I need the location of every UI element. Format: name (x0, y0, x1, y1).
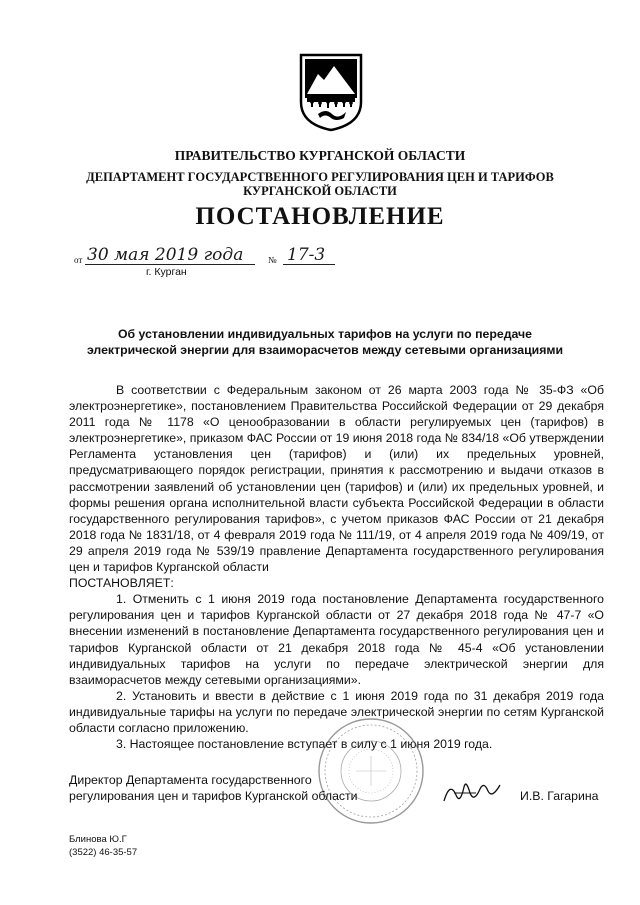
government-title: ПРАВИТЕЛЬСТВО КУРГАНСКОЙ ОБЛАСТИ (174, 148, 466, 163)
city-label: г. Курган (146, 266, 187, 278)
signer-position-line1: Директор Департамента государственного (69, 773, 312, 787)
date-underline (85, 264, 255, 265)
preamble-paragraph: В соответствии с Федеральным законом от 26 марта 2003 года № 35-ФЗ «Об электроэнергетике», постановлением Правительства Российской Федерации от 29 декабря 2011 года № 1178 «О ценообразовании в области регулируемых цен (тарифов) в электроэнергетике», приказом ФАС России от 19 июня 2018 года № 834/18 «Об утверждении Регламента установления цен (тарифов) и (или) их предельных уровней, предусматривающего порядок регистрации, принятия к рассмотрению и выдачи отказов в рассмотрении заявлений об установлении цен (тарифов) и (или) их предельных уровней, и формы решения органа исполнительной власти субъекта Российской Федерации в области государственного регулирования тарифов», с учетом приказов ФАС России от 21 декабря 2018 года № 1831/18, от 4 февраля 2019 года № 111/19, от 4 апреля 2019 года № 409/19, от 29 апреля 2019 года № 539/19 правление Департамента государственного регулирования цен и тарифов Курганской области (69, 383, 604, 575)
signer-name: И.В. Гагарина (520, 789, 599, 803)
signer-position-line2: регулирования цен и тарифов Курганской области (69, 789, 358, 803)
number-underline (283, 264, 335, 265)
document-type-title: ПОСТАНОВЛЕНИЕ (195, 203, 445, 230)
number-label: № (268, 255, 277, 265)
document-subject (60, 326, 590, 358)
coat-of-arms-icon (298, 52, 364, 132)
item-2-paragraph: 2. Установить и ввести в действие с 1 июня 2019 года по 31 декабря 2019 года индивидуальные тарифы на услуги по передаче электрической энергии по сетям Курганской области согласно приложению. (69, 688, 604, 735)
item-3-paragraph: 3. Настоящее постановление вступает в силу с 1 июня 2019 года. (116, 737, 493, 752)
handwritten-signature-icon (440, 775, 504, 807)
subject-line2: электрической энергии для взаиморасчетов между сетевыми организациями (86, 343, 564, 357)
date-label: от (74, 255, 83, 265)
resolves-keyword: ПОСТАНОВЛЯЕТ: (69, 576, 174, 591)
department-title-line1: ДЕПАРТАМЕНТ ГОСУДАРСТВЕННОГО РЕГУЛИРОВАНИЯ ЦЕН И ТАРИФОВ (86, 170, 554, 184)
executor-phone: (3522) 46-35-57 (69, 847, 138, 858)
document-date: 30 мая 2019 года (87, 245, 244, 265)
subject-line1: Об установлении индивидуальных тарифов на услуги по передаче (117, 327, 533, 341)
official-seal-icon (316, 716, 426, 826)
document-body (69, 382, 604, 752)
executor-name: Блинова Ю.Г (69, 834, 127, 845)
item-1-paragraph: 1. Отменить с 1 июня 2019 года постановление Департамента государственного регулирования цен и тарифов Курганской области от 27 декабря 2018 года № 47-7 «О внесении изменений в постановление Департамента государственного регулирования цен и тарифов Курганской области от 21 декабря 2018 года № 45-4 «Об установлении индивидуальных тарифов на услуги по передаче электрической энергии для взаиморасчетов между сетевыми организациями». (69, 592, 604, 687)
department-title-line2: КУРГАНСКОЙ ОБЛАСТИ (243, 184, 397, 198)
document-number: 17-3 (287, 245, 326, 265)
